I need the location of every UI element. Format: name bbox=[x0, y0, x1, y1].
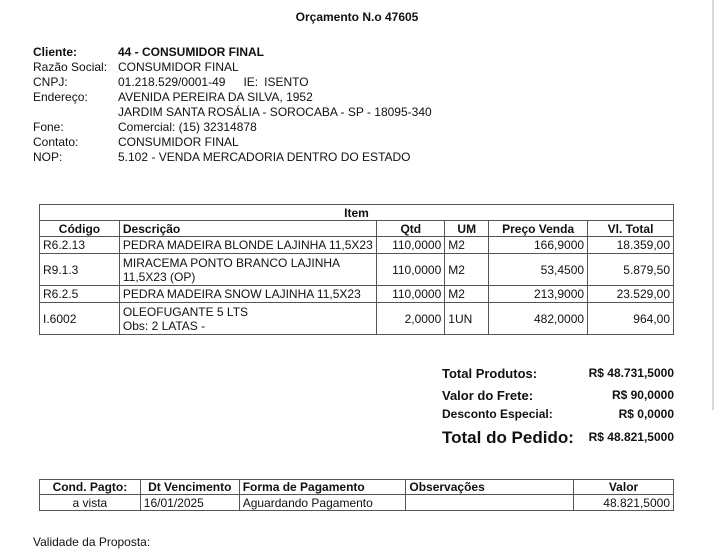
cell-um: 1UN bbox=[445, 303, 489, 335]
table-row bbox=[40, 237, 674, 254]
cell-total: 5.879,50 bbox=[588, 254, 674, 286]
endereco-line1: AVENIDA PEREIRA DA SILVA, 1952 bbox=[118, 90, 313, 104]
col-header-dt-vencimento: Dt Vencimento bbox=[140, 480, 239, 495]
fone-value: Comercial: (15) 32314878 bbox=[118, 120, 257, 134]
col-header-codigo: Código bbox=[40, 221, 120, 237]
table-row bbox=[40, 303, 674, 335]
cell-preco: 166,9000 bbox=[489, 237, 588, 254]
cell-total: 18.359,00 bbox=[588, 237, 674, 254]
cell-valor: 48.821,5000 bbox=[574, 495, 674, 511]
client-value: 44 - CONSUMIDOR FINAL bbox=[118, 45, 265, 59]
client-row bbox=[33, 45, 432, 60]
cell-codigo: R6.2.13 bbox=[40, 237, 120, 254]
endereco-row bbox=[33, 90, 432, 105]
col-header-qtd: Qtd bbox=[377, 221, 445, 237]
client-label: Cliente: bbox=[33, 45, 78, 59]
endereco-line2: JARDIM SANTA ROSÁLIA - SOROCABA - SP - 18095-340 bbox=[118, 105, 432, 119]
total-pedido-value: R$ 48.821,5000 bbox=[588, 430, 674, 444]
cell-descricao: PEDRA MADEIRA SNOW LAJINHA 11,5X23 bbox=[119, 286, 376, 303]
total-produtos-label: Total Produtos: bbox=[442, 366, 538, 381]
cell-forma-pagamento: Aguardando Pagamento bbox=[239, 495, 406, 511]
cell-preco: 53,4500 bbox=[489, 254, 588, 286]
cell-qtd: 110,0000 bbox=[377, 237, 445, 254]
contato-row bbox=[33, 135, 432, 150]
cell-qtd: 2,0000 bbox=[377, 303, 445, 335]
cell-codigo: R6.2.5 bbox=[40, 286, 120, 303]
cell-descricao-line2: Obs: 2 LATAS - bbox=[122, 318, 206, 333]
contato-value: CONSUMIDOR FINAL bbox=[118, 135, 239, 149]
payment-row bbox=[40, 495, 674, 511]
items-table bbox=[39, 204, 674, 335]
items-header-row bbox=[40, 221, 674, 237]
cnpj-value: 01.218.529/0001-49 bbox=[118, 75, 226, 89]
cell-descricao-line1: MIRACEMA PONTO BRANCO LAJINHA bbox=[122, 255, 341, 270]
valor-frete-label: Valor do Frete: bbox=[442, 388, 534, 403]
cell-codigo: R9.1.3 bbox=[40, 254, 120, 286]
ie-value: ISENTO bbox=[264, 75, 309, 89]
contato-label: Contato: bbox=[33, 135, 79, 149]
cell-um: M2 bbox=[445, 237, 489, 254]
endereco-row-2 bbox=[33, 105, 432, 120]
fone-label: Fone: bbox=[33, 120, 64, 134]
cell-descricao: PEDRA MADEIRA BLONDE LAJINHA 11,5X23 bbox=[119, 237, 376, 254]
cell-qtd: 110,0000 bbox=[377, 254, 445, 286]
valor-frete-value: R$ 90,0000 bbox=[611, 388, 674, 402]
cnpj-label: CNPJ: bbox=[33, 75, 68, 89]
desconto-value: R$ 0,0000 bbox=[618, 407, 674, 421]
nop-value: 5.102 - VENDA MERCADORIA DENTRO DO ESTADO bbox=[118, 150, 411, 164]
cell-preco: 213,9000 bbox=[489, 286, 588, 303]
document-title: Orçamento N.o 47605 bbox=[295, 10, 419, 24]
col-header-um: UM bbox=[445, 221, 489, 237]
razao-label: Razão Social: bbox=[33, 60, 108, 74]
col-header-preco: Preço Venda bbox=[489, 221, 588, 237]
payment-table bbox=[39, 479, 674, 511]
cell-descricao bbox=[119, 254, 376, 286]
col-header-valor: Valor bbox=[574, 480, 674, 495]
endereco-label: Endereço: bbox=[33, 90, 88, 104]
fone-row bbox=[33, 120, 432, 135]
total-pedido-label: Total do Pedido: bbox=[442, 428, 574, 447]
col-header-observacoes: Observações bbox=[406, 480, 574, 495]
col-header-total: Vl. Total bbox=[588, 221, 674, 237]
col-header-descricao: Descrição bbox=[119, 221, 376, 237]
table-row bbox=[40, 286, 674, 303]
cell-um: M2 bbox=[445, 286, 489, 303]
col-header-forma-pagamento: Forma de Pagamento bbox=[239, 480, 406, 495]
client-info bbox=[33, 45, 432, 165]
payment-header-row bbox=[40, 480, 674, 495]
cell-descricao-line1: OLEOFUGANTE 5 LTS bbox=[122, 304, 249, 319]
nop-label: NOP: bbox=[33, 150, 63, 164]
cell-total: 23.529,00 bbox=[588, 286, 674, 303]
items-group-header: Item bbox=[40, 205, 674, 221]
ie-label: IE: bbox=[243, 75, 259, 89]
table-row bbox=[40, 254, 674, 286]
col-header-cond-pagto: Cond. Pagto: bbox=[40, 480, 141, 495]
cell-um: M2 bbox=[445, 254, 489, 286]
razao-value: CONSUMIDOR FINAL bbox=[118, 60, 239, 74]
nop-row bbox=[33, 150, 432, 165]
cnpj-row bbox=[33, 75, 432, 90]
cell-codigo: I.6002 bbox=[40, 303, 120, 335]
cell-dt-vencimento: 16/01/2025 bbox=[140, 495, 239, 511]
cell-preco: 482,0000 bbox=[489, 303, 588, 335]
cell-descricao bbox=[119, 303, 376, 335]
cell-descricao-line2: 11,5X23 (OP) bbox=[122, 269, 196, 284]
validade-label: Validade da Proposta: bbox=[33, 535, 151, 549]
cell-total: 964,00 bbox=[588, 303, 674, 335]
desconto-label: Desconto Especial: bbox=[442, 407, 553, 421]
cell-observacoes bbox=[406, 495, 574, 511]
cell-cond-pagto: a vista bbox=[40, 495, 141, 511]
total-produtos-value: R$ 48.731,5000 bbox=[588, 366, 674, 380]
cell-qtd: 110,0000 bbox=[377, 286, 445, 303]
razao-row bbox=[33, 60, 432, 75]
